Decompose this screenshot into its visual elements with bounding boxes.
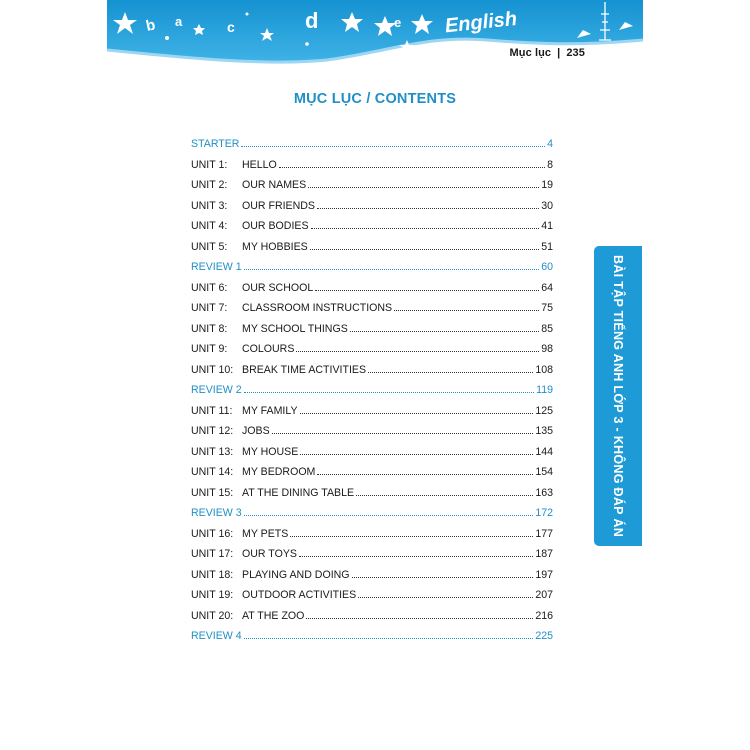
toc-page-number: 163 [535,486,553,499]
toc-unit-label: UNIT 11: [191,404,233,417]
decor-letter: d [305,8,319,33]
toc-unit-title: MY HOUSE [242,445,299,458]
toc-unit-label: UNIT 17: [191,548,234,560]
toc-entry [191,335,553,355]
toc-unit-label: UNIT 7: [191,302,228,314]
toc-unit-label: UNIT 18: [191,568,234,581]
toc-review-entry [191,499,553,519]
running-header [510,47,586,59]
toc-page-number: 98 [541,343,553,355]
decor-letter: b [144,16,157,35]
toc-unit-label: UNIT 15: [191,486,234,499]
header-decoration [107,0,643,75]
toc-unit-label: STARTER [191,138,240,150]
toc-entry [191,212,553,232]
toc-page-number: 187 [535,548,553,560]
dot-leader [310,249,539,250]
toc-review-entry [191,376,553,396]
toc-unit-label: REVIEW 4 [191,630,242,642]
toc-unit-title: CLASSROOM INSTRUCTIONS [242,302,393,314]
toc-unit-title: OUTDOOR ACTIVITIES [242,589,357,601]
toc-entry [191,479,553,499]
toc-page-number: 8 [547,158,553,171]
toc-unit-label: UNIT 3: [191,199,228,212]
toc-page-number: 197 [535,568,553,581]
toc-page-number: 177 [535,527,553,540]
dot-leader [279,167,545,168]
toc-entry [191,397,553,417]
dot-leader [308,187,539,188]
toc-page-number: 4 [547,138,553,150]
toc-page-number: 30 [541,199,553,212]
toc-page-number: 75 [541,302,553,314]
dot-leader [272,433,534,434]
toc-page-number: 85 [541,322,553,335]
toc-page-number: 119 [536,384,553,396]
toc-unit-label: UNIT 16: [191,527,234,540]
toc-unit-title: OUR FRIENDS [242,199,315,212]
toc-page-number: 172 [535,507,553,519]
dot-leader [350,331,539,332]
toc-unit-label: REVIEW 3 [191,507,242,519]
toc-entry [191,602,553,622]
dot-leader [300,454,533,455]
toc-entry [191,581,553,601]
toc-unit-title: MY BEDROOM [242,466,316,478]
dot-icon [246,13,249,16]
dot-icon [305,42,309,46]
brand-word: English [443,7,519,38]
dot-leader [244,392,534,393]
toc-page-number: 125 [535,404,553,417]
dot-leader [315,290,539,291]
toc-unit-label: UNIT 13: [191,445,234,458]
dot-icon [165,36,169,40]
toc-unit-title: AT THE ZOO [242,609,305,622]
side-tab-label: BÀI TẬP TIẾNG ANH LỚP 3 - KHÔNG ĐÁP ÁN [611,254,625,538]
toc-unit-label: UNIT 1: [191,158,228,171]
toc-unit-title: OUR TOYS [242,548,297,560]
page-number: 235 [566,47,585,59]
toc-page-number: 108 [535,363,553,376]
separator: | [557,47,561,59]
toc-unit-label: REVIEW 2 [191,384,242,396]
toc-unit-title: OUR NAMES [242,179,307,191]
toc-entry [191,458,553,478]
decor-letter: c [227,19,235,35]
toc-unit-title: MY HOBBIES [242,240,308,253]
toc-unit-title: COLOURS [242,343,295,355]
toc-entry [191,417,553,437]
toc-unit-label: UNIT 19: [191,589,234,601]
dot-leader [317,474,533,475]
toc-page-number: 154 [535,466,553,478]
toc-unit-label: UNIT 20: [191,609,234,622]
toc-unit-title: MY SCHOOL THINGS [242,322,348,335]
toc-unit-label: UNIT 8: [191,322,228,335]
dot-leader [244,269,540,270]
side-tab [594,246,642,546]
toc-entry [191,171,553,191]
dot-leader [368,372,533,373]
section-title: Mục lục [509,47,552,59]
page-header-banner [107,0,643,75]
toc-unit-title: MY FAMILY [242,404,298,417]
toc-entry [191,233,553,253]
toc-page-number: 225 [535,630,553,642]
toc-unit-title: PLAYING AND DOING [242,568,350,581]
toc-page-number: 64 [541,281,553,294]
dot-leader [311,228,540,229]
toc-unit-label: UNIT 5: [191,240,228,253]
toc-entry [191,151,553,171]
toc-review-entry [191,253,553,273]
toc-unit-label: REVIEW 1 [191,261,242,273]
toc-page-number: 216 [535,609,553,622]
toc-unit-label: UNIT 4: [191,220,228,232]
toc-page-number: 144 [535,445,553,458]
toc-page-number: 135 [535,425,553,437]
toc-unit-title: BREAK TIME ACTIVITIES [242,363,367,376]
decor-letter: a [175,14,183,29]
dot-leader [296,351,539,352]
toc-page-number: 19 [541,179,553,191]
toc-entry [191,315,553,335]
dot-leader [352,577,534,578]
dot-leader [300,413,534,414]
toc-unit-title: HELLO [242,158,277,171]
dot-leader [290,536,533,537]
toc-entry [191,520,553,540]
toc-unit-title: MY PETS [242,527,289,540]
toc-page-number: 51 [541,240,553,253]
toc-unit-title: OUR BODIES [242,220,309,232]
toc-unit-label: UNIT 14: [191,466,234,478]
toc-unit-label: UNIT 9: [191,343,228,355]
toc-unit-label: UNIT 2: [191,179,228,191]
toc-unit-title: OUR SCHOOL [242,281,314,294]
toc-unit-label: UNIT 12: [191,425,234,437]
toc-review-entry [191,622,553,642]
dot-leader [317,208,539,209]
toc-entry [191,356,553,376]
toc-entry [191,192,553,212]
toc-entry [191,438,553,458]
toc-unit-title: AT THE DINING TABLE [242,486,355,499]
dot-leader [358,597,533,598]
toc-page-number: 207 [535,589,553,601]
decor-letter: e [394,15,402,30]
dot-leader [356,495,533,496]
toc-review-entry [191,130,553,150]
toc-entry [191,540,553,560]
toc-unit-label: UNIT 6: [191,281,228,294]
toc-entry [191,274,553,294]
dot-leader [241,146,545,147]
dot-leader [394,310,539,311]
toc-unit-title: JOBS [242,425,270,437]
toc-entry [191,294,553,314]
dot-leader [306,618,533,619]
toc-entry [191,561,553,581]
dot-leader [244,638,534,639]
page-title: MỤC LỤC / CONTENTS [293,91,457,107]
toc-unit-label: UNIT 10: [191,363,234,376]
toc-page-number: 41 [541,220,553,232]
dot-leader [299,556,533,557]
toc-page-number: 60 [541,261,553,273]
dot-leader [244,515,534,516]
